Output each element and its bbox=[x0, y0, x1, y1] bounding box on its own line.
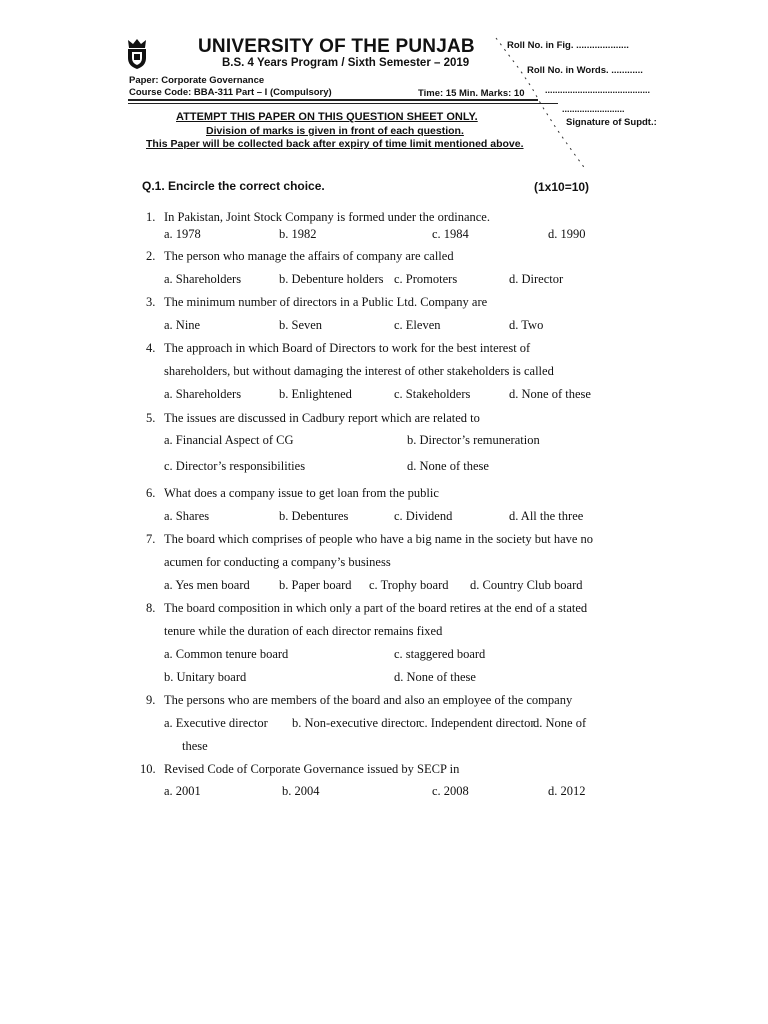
option-d[interactable]: d. None of these bbox=[394, 670, 476, 684]
instruction-line-3: This Paper will be collected back after expiry of time limit mentioned above. bbox=[146, 138, 524, 150]
option-b[interactable]: b. Unitary board bbox=[164, 670, 247, 684]
option-b[interactable]: b. Paper board bbox=[279, 578, 352, 592]
university-title: UNIVERSITY OF THE PUNJAB bbox=[198, 36, 475, 57]
question-number: 5. bbox=[146, 411, 156, 425]
option-b[interactable]: b. Enlightened bbox=[279, 387, 352, 401]
option-c[interactable]: c. 1984 bbox=[432, 227, 469, 241]
instruction-line-2: Division of marks is given in front of each question. bbox=[206, 125, 464, 137]
option-b[interactable]: b. Seven bbox=[279, 318, 323, 332]
question-text: The person who manage the affairs of company are called bbox=[164, 249, 454, 263]
option-b[interactable]: b. Debentures bbox=[279, 509, 349, 523]
option-b[interactable]: b. Non-executive director bbox=[292, 716, 421, 730]
option-c[interactable]: c. Dividend bbox=[394, 509, 453, 523]
option-a[interactable]: a. Shareholders bbox=[164, 387, 242, 401]
option-c[interactable]: c. 2008 bbox=[432, 784, 469, 798]
question-text: The issues are discussed in Cadbury report which are related to bbox=[164, 411, 480, 425]
university-crest-logo bbox=[124, 38, 150, 70]
question-text-continued: tenure while the duration of each director remains fixed bbox=[164, 624, 443, 638]
question-number: 7. bbox=[146, 532, 156, 546]
option-a[interactable]: a. Yes men board bbox=[164, 578, 250, 592]
question-text-continued: shareholders, but without damaging the interest of other stakeholders is called bbox=[164, 364, 554, 378]
roll-no-fig: Roll No. in Fig. .................... bbox=[507, 40, 629, 51]
question-number: 2. bbox=[146, 249, 156, 263]
time-marks: Time: 15 Min. Marks: 10 bbox=[418, 88, 525, 99]
question-text: The board composition in which only a part of the board retires at the end of a stated bbox=[164, 601, 588, 615]
signature-dots: ......................... bbox=[562, 104, 625, 114]
question-text: In Pakistan, Joint Stock Company is formed under the ordinance. bbox=[164, 210, 490, 224]
option-c[interactable]: c. Stakeholders bbox=[394, 387, 471, 401]
course-code: Course Code: BBA-311 Part – I (Compulsory) bbox=[129, 87, 332, 98]
option-a[interactable]: a. Shares bbox=[164, 509, 210, 523]
option-c[interactable]: c. Promoters bbox=[394, 272, 458, 286]
option-a[interactable]: a. Financial Aspect of CG bbox=[164, 433, 294, 447]
option-a[interactable]: a. Nine bbox=[164, 318, 201, 332]
option-a[interactable]: a. 2001 bbox=[164, 784, 201, 798]
question-text: The minimum number of directors in a Public Ltd. Company are bbox=[164, 295, 488, 309]
instruction-line-1: ATTEMPT THIS PAPER ON THIS QUESTION SHEET ONLY. bbox=[176, 111, 478, 123]
option-d[interactable]: d. None of these bbox=[509, 387, 591, 401]
question-text: The board which comprises of people who have a big name in the society but have no bbox=[164, 532, 594, 546]
option-d[interactable]: d. Director bbox=[509, 272, 564, 286]
option-a[interactable]: a. Shareholders bbox=[164, 272, 242, 286]
option-c[interactable]: c. Independent director bbox=[419, 716, 535, 730]
program-line: B.S. 4 Years Program / Sixth Semester – 2019 bbox=[222, 57, 470, 69]
option-c[interactable]: c. staggered board bbox=[394, 647, 486, 661]
option-b[interactable]: b. 2004 bbox=[282, 784, 320, 798]
option-a[interactable]: a. Executive director bbox=[164, 716, 268, 730]
option-c[interactable]: c. Eleven bbox=[394, 318, 441, 332]
question-text: What does a company issue to get loan from the public bbox=[164, 486, 439, 500]
question-number: 4. bbox=[146, 341, 156, 355]
header-rule-2 bbox=[128, 103, 558, 104]
question-number: 10. bbox=[140, 762, 156, 776]
roll-no-words: Roll No. in Words. ............ bbox=[527, 65, 643, 76]
section-marks: (1x10=10) bbox=[534, 180, 590, 194]
dashed-cut-line bbox=[490, 36, 610, 176]
signature-supdt: Signature of Supdt.: bbox=[566, 117, 657, 128]
option-d[interactable]: d. None of bbox=[533, 716, 587, 730]
question-number: 6. bbox=[146, 486, 156, 500]
option-a[interactable]: a. 1978 bbox=[164, 227, 201, 241]
option-d[interactable]: d. None of these bbox=[407, 459, 489, 473]
option-b[interactable]: b. Debenture holders bbox=[279, 272, 384, 286]
option-b[interactable]: b. 1982 bbox=[279, 227, 317, 241]
paper-name: Paper: Corporate Governance bbox=[129, 75, 265, 86]
section-title: Q.1. Encircle the correct choice. bbox=[142, 179, 325, 193]
question-number: 3. bbox=[146, 295, 156, 309]
option-d[interactable]: d. All the three bbox=[509, 509, 584, 523]
roll-dots-line: .......................................... bbox=[545, 85, 651, 95]
question-text-continued: acumen for conducting a company’s business bbox=[164, 555, 391, 569]
option-d[interactable]: d. Two bbox=[509, 318, 544, 332]
option-a[interactable]: a. Common tenure board bbox=[164, 647, 289, 661]
option-c[interactable]: c. Director’s responsibilities bbox=[164, 459, 306, 473]
header-rule-1 bbox=[128, 99, 538, 101]
question-number: 9. bbox=[146, 693, 156, 707]
question-text: The persons who are members of the board and also an employee of the company bbox=[164, 693, 573, 707]
question-number: 8. bbox=[146, 601, 156, 615]
question-text: The approach in which Board of Directors to work for the best interest of bbox=[164, 341, 531, 355]
option-d[interactable]: d. 1990 bbox=[548, 227, 586, 241]
option-c[interactable]: c. Trophy board bbox=[369, 578, 449, 592]
question-text: Revised Code of Corporate Governance issued by SECP in bbox=[164, 762, 460, 776]
option-d-continued: these bbox=[182, 739, 208, 753]
question-number: 1. bbox=[146, 210, 156, 224]
option-d[interactable]: d. 2012 bbox=[548, 784, 586, 798]
option-d[interactable]: d. Country Club board bbox=[470, 578, 583, 592]
option-b[interactable]: b. Director’s remuneration bbox=[407, 433, 540, 447]
